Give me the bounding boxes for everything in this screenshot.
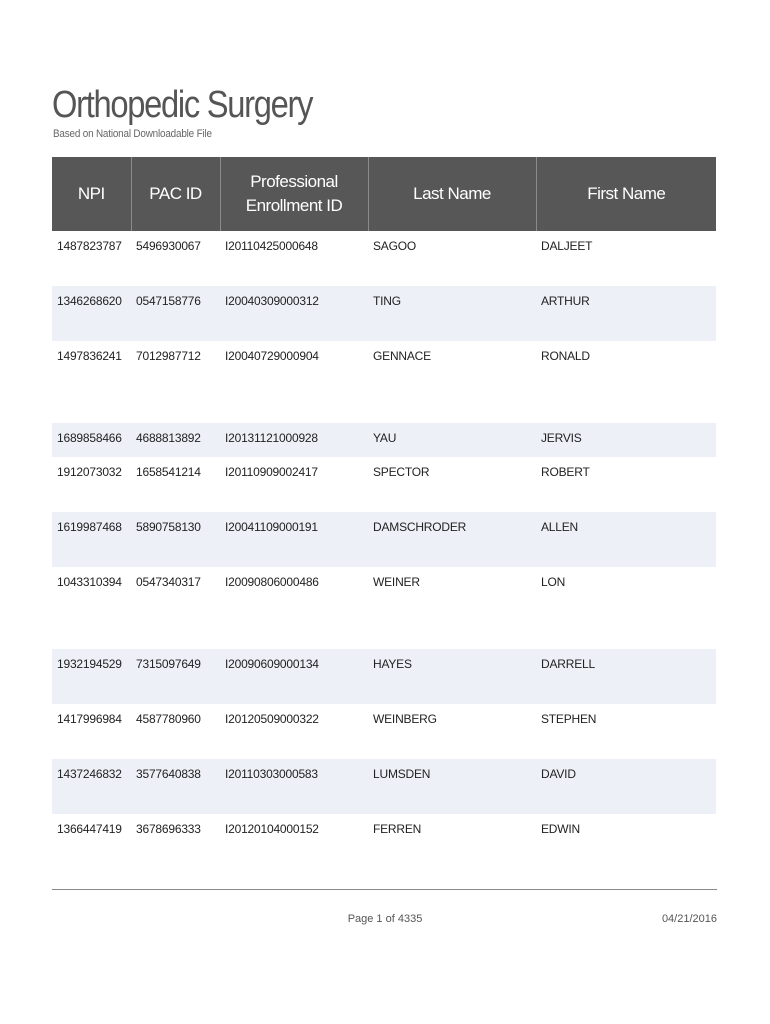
cell-last-name: SAGOO xyxy=(373,239,417,253)
table-row xyxy=(52,814,716,869)
page-title: Orthopedic Surgery xyxy=(52,84,313,126)
cell-pac-id: 1658541214 xyxy=(136,465,201,479)
cell-last-name: SPECTOR xyxy=(373,465,430,479)
cell-first-name: RONALD xyxy=(541,349,590,363)
table-header-row xyxy=(52,157,716,231)
cell-enrollment-id: I20090609000134 xyxy=(220,649,368,704)
cell-enrollment-id: I20110909002417 xyxy=(225,465,318,479)
cell-npi: 1619987468 xyxy=(52,512,131,567)
cell-last-name: WEINER xyxy=(373,575,420,589)
cell-pac-id: 3577640838 xyxy=(131,759,220,814)
cell-pac-id: 3678696333 xyxy=(136,822,201,836)
cell-enrollment-id: I20040729000904 xyxy=(225,349,319,363)
header-pac-id: PAC ID xyxy=(131,157,220,231)
header-last-name: Last Name xyxy=(368,157,536,231)
cell-first-name: ALLEN xyxy=(536,512,716,567)
footer-divider xyxy=(52,889,717,890)
cell-npi: 1366447419 xyxy=(57,822,122,836)
page-subtitle: Based on National Downloadable File xyxy=(53,128,212,140)
cell-first-name: DARRELL xyxy=(536,649,716,704)
cell-enrollment-id: I20120509000322 xyxy=(225,712,319,726)
table-row xyxy=(52,704,716,759)
cell-npi: 1043310394 xyxy=(57,575,122,589)
cell-first-name: STEPHEN xyxy=(541,712,597,726)
table-row xyxy=(52,341,716,423)
table-row xyxy=(52,567,716,649)
table-row xyxy=(52,423,716,457)
cell-pac-id: 4587780960 xyxy=(136,712,201,726)
cell-first-name: ARTHUR xyxy=(536,286,716,341)
cell-enrollment-id: I20131121000928 xyxy=(220,423,368,457)
cell-enrollment-id: I20120104000152 xyxy=(225,822,319,836)
cell-npi: 1497836241 xyxy=(57,349,122,363)
cell-enrollment-id: I20040309000312 xyxy=(220,286,368,341)
cell-pac-id: 7315097649 xyxy=(131,649,220,704)
cell-last-name: YAU xyxy=(368,423,536,457)
cell-last-name: WEINBERG xyxy=(373,712,437,726)
cell-npi: 1912073032 xyxy=(57,465,122,479)
cell-first-name: DALJEET xyxy=(541,239,593,253)
cell-enrollment-id: I20110425000648 xyxy=(225,239,318,253)
cell-last-name: FERREN xyxy=(373,822,422,836)
table-row xyxy=(52,759,716,814)
table-row xyxy=(52,457,716,512)
cell-enrollment-id: I20090806000486 xyxy=(225,575,319,589)
header-enrollment-id: Professional Enrollment ID xyxy=(220,157,368,231)
cell-first-name: LON xyxy=(541,575,566,589)
cell-last-name: HAYES xyxy=(368,649,536,704)
cell-pac-id: 0547340317 xyxy=(136,575,201,589)
cell-first-name: ROBERT xyxy=(541,465,590,479)
cell-enrollment-id: I20110303000583 xyxy=(220,759,368,814)
cell-pac-id: 7012987712 xyxy=(136,349,201,363)
cell-npi: 1689858466 xyxy=(52,423,131,457)
cell-pac-id: 4688813892 xyxy=(131,423,220,457)
cell-npi: 1346268620 xyxy=(52,286,131,341)
cell-first-name: EDWIN xyxy=(541,822,580,836)
cell-npi: 1487823787 xyxy=(57,239,122,253)
cell-last-name: GENNACE xyxy=(373,349,431,363)
cell-npi: 1417996984 xyxy=(57,712,122,726)
cell-pac-id: 0547158776 xyxy=(131,286,220,341)
header-npi: NPI xyxy=(52,157,131,231)
cell-last-name: TING xyxy=(368,286,536,341)
table-row xyxy=(52,231,716,286)
page-number: Page 1 of 4335 xyxy=(347,913,423,925)
cell-last-name: LUMSDEN xyxy=(368,759,536,814)
header-first-name: First Name xyxy=(536,157,716,231)
cell-npi: 1437246832 xyxy=(52,759,131,814)
report-date: 04/21/2016 xyxy=(661,913,717,925)
cell-last-name: DAMSCHRODER xyxy=(368,512,536,567)
provider-table xyxy=(52,157,716,869)
cell-pac-id: 5890758130 xyxy=(131,512,220,567)
table-row xyxy=(52,649,716,704)
cell-first-name: DAVID xyxy=(536,759,716,814)
table-row xyxy=(52,286,716,341)
table-row xyxy=(52,512,716,567)
cell-pac-id: 5496930067 xyxy=(136,239,201,253)
cell-npi: 1932194529 xyxy=(52,649,131,704)
cell-first-name: JERVIS xyxy=(536,423,716,457)
cell-enrollment-id: I20041109000191 xyxy=(220,512,368,567)
